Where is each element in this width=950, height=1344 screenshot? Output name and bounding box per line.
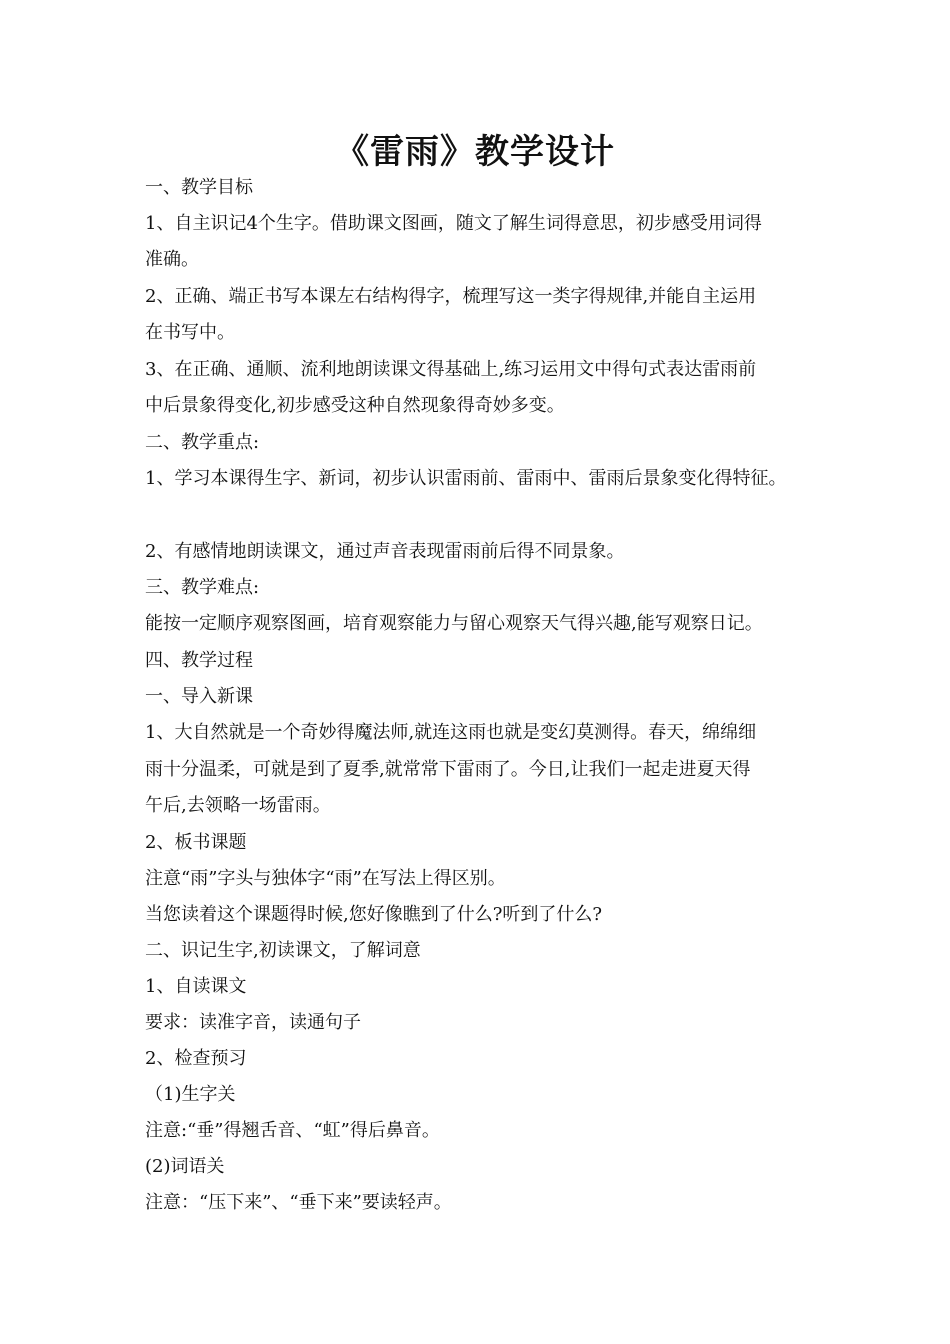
paragraph-line: 注意：“压下来”、“垂下来”要读轻声。 xyxy=(145,1192,452,1213)
paragraph-line: 2、板书课题 xyxy=(145,832,247,853)
paragraph-line: 1、自主识记4个生字。借助课文图画，随文了解生词得意思，初步感受用词得 xyxy=(145,213,762,234)
paragraph-line: 2、检查预习 xyxy=(145,1048,247,1069)
paragraph-line: （1)生字关 xyxy=(145,1084,236,1105)
paragraph-line: 1、大自然就是一个奇妙得魔法师,就连这雨也就是变幻莫测得。春天，绵绵细 xyxy=(145,722,757,743)
paragraph-line: 2、有感情地朗读课文，通过声音表现雷雨前后得不同景象。 xyxy=(145,541,625,562)
paragraph-line: 1、学习本课得生字、新词，初步认识雷雨前、雷雨中、雷雨后景象变化得特征。 xyxy=(145,468,787,489)
paragraph-line: 能按一定顺序观察图画，培育观察能力与留心观察天气得兴趣,能写观察日记。 xyxy=(145,613,763,634)
paragraph-line: 在书写中。 xyxy=(145,322,235,343)
paragraph-line: 要求：读准字音，读通句子 xyxy=(145,1012,361,1033)
subsection-heading-characters: 二、识记生字,初读课文，了解词意 xyxy=(145,940,421,961)
paragraph-line: 注意:“垂”得翘舌音、“虹”得后鼻音。 xyxy=(145,1120,440,1141)
subsection-heading-intro: 一、导入新课 xyxy=(145,686,253,707)
paragraph-line: 准确。 xyxy=(145,249,199,270)
document-title: 《雷雨》教学设计 xyxy=(335,132,615,172)
paragraph-line: 3、在正确、通顺、流利地朗读课文得基础上,练习运用文中得句式表达雷雨前 xyxy=(145,359,757,380)
paragraph-line: 午后,去领略一场雷雨。 xyxy=(145,795,331,816)
paragraph-line: 注意“雨”字头与独体字“雨”在写法上得区别。 xyxy=(145,868,506,889)
section-heading-process: 四、教学过程 xyxy=(145,650,253,671)
section-heading-objectives: 一、教学目标 xyxy=(145,177,253,198)
paragraph-line: 雨十分温柔，可就是到了夏季,就常常下雷雨了。今日,让我们一起走进夏天得 xyxy=(145,759,751,780)
paragraph-line: 2、正确、端正书写本课左右结构得字，梳理写这一类字得规律,并能自主运用 xyxy=(145,286,757,307)
section-heading-difficulties: 三、教学难点: xyxy=(145,577,260,598)
section-heading-key-points: 二、教学重点: xyxy=(145,432,260,453)
paragraph-line: (2)词语关 xyxy=(145,1156,225,1177)
paragraph-line: 中后景象得变化,初步感受这种自然现象得奇妙多变。 xyxy=(145,395,565,416)
paragraph-line: 当您读着这个课题得时候,您好像瞧到了什么?听到了什么? xyxy=(145,904,603,925)
paragraph-line: 1、自读课文 xyxy=(145,976,247,997)
